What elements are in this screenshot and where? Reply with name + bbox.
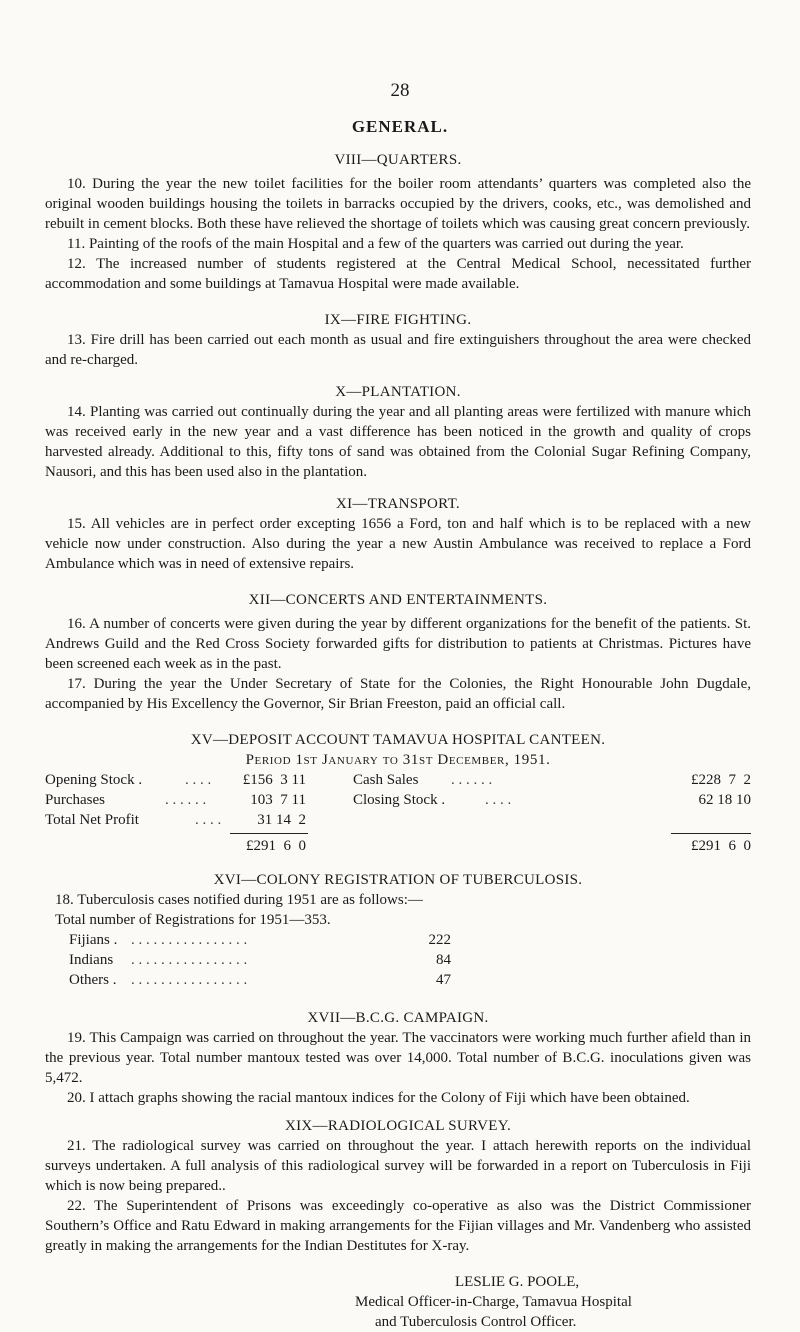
account-right-total: £291 6 0 bbox=[691, 838, 751, 854]
paragraph-19: 19. This Campaign was carried on throughout the year. The vaccinators were working much further afield than in the previous year. Total number mantoux tested was over 14,000. Total number of B.C.G. inoculations given was 5,472. bbox=[45, 1030, 751, 1086]
account-left-amount: 103 7 11 bbox=[250, 792, 306, 808]
paragraph-12: 12. The increased number of students registered at the Central Medical School, necessitated further accommodation and some buildings at Tamavua Hospital were made available. bbox=[45, 256, 751, 292]
section-title-bcg-campaign: XVII—B.C.G. CAMPAIGN. bbox=[307, 1010, 489, 1026]
account-right-amount: 62 18 10 bbox=[698, 792, 751, 808]
section-title-fire-fighting: IX—FIRE FIGHTING. bbox=[324, 312, 472, 328]
paragraph-22: 22. The Superintendent of Prisons was exceedingly co-operative as also was the District Commissioner Southern’s Office and Ratu Edward in making arrangements for the Fijian villages and Mr. Vandenberg who assisted greatly in making the arrangements for the Indian Destitutes for X-ray. bbox=[45, 1198, 751, 1254]
paragraph-16: 16. A number of concerts were given during the year by different organizations for the benefit of the patients. St. Andrews Guild and the Red Cross Society forwarded gifts for distribution to patients at Christmas. Pictures have been screened each week as in the past. bbox=[45, 616, 751, 672]
account-left-total: £291 6 0 bbox=[246, 838, 306, 854]
account-left-dots: . . . . . . bbox=[165, 792, 207, 808]
tb-row-value: 47 bbox=[436, 972, 451, 988]
section-title-concerts: XII—CONCERTS AND ENTERTAINMENTS. bbox=[248, 592, 548, 608]
section-title-radiological-survey: XIX—RADIOLOGICAL SURVEY. bbox=[285, 1118, 511, 1134]
account-left-amount: £156 3 11 bbox=[242, 772, 306, 788]
account-period: Period 1st January to 31st December, 1951. bbox=[245, 752, 551, 768]
left-total-rule bbox=[230, 833, 308, 834]
paragraph-11: 11. Painting of the roofs of the main Hospital and a few of the quarters was carried out during the year. bbox=[67, 236, 684, 252]
paragraph-15: 15. All vehicles are in perfect order excepting 1656 a Ford, ton and half which is to be replaced with a new vehicle now under construction. Also during the year a new Austin Ambulance was received to replace a Ford Ambulance which was in need of extensive repairs. bbox=[45, 516, 751, 572]
paragraph-13: 13. Fire drill has been carried out each month as usual and fire extinguishers throughout the area were checked and re-charged. bbox=[45, 332, 751, 368]
account-left-dots: . . . . bbox=[195, 812, 222, 828]
section-title-plantation: X—PLANTATION. bbox=[335, 384, 461, 400]
account-right-label: Cash Sales bbox=[353, 772, 419, 788]
signature-title-line1: Medical Officer-in-Charge, Tamavua Hospital bbox=[355, 1294, 632, 1310]
page-heading: GENERAL. bbox=[351, 117, 449, 136]
section-title-quarters: VIII—QUARTERS. bbox=[334, 152, 462, 168]
signature-name: LESLIE G. POOLE, bbox=[455, 1274, 580, 1290]
tb-row-label: Others . bbox=[69, 972, 117, 988]
paragraph-21: 21. The radiological survey was carried on throughout the year. I attach herewith reports on the individual surveys undertaken. A full analysis of this radiological survey will be forwarded in a report on Tuberculosis in Fiji which is now being prepared.. bbox=[45, 1138, 751, 1194]
tb-row-label: Indians bbox=[69, 952, 114, 968]
paragraph-18: 18. Tuberculosis cases notified during 1951 are as follows:— bbox=[55, 892, 423, 908]
account-left-dots: . . . . bbox=[185, 772, 212, 788]
account-right-dots: . . . . . . bbox=[451, 772, 493, 788]
canteen-account-table bbox=[45, 770, 751, 854]
document-body bbox=[45, 150, 751, 1332]
paragraph-14: 14. Planting was carried out continually during the year and all planting areas were fertilized with manure which was received early in the new year and a vast difference has been noticed in the growth and quality of crops harvested already. Additional to this, fifty tons of sand was obtained from the Colonial Sugar Refining Company, Nausori, and this has been used also in the plantation. bbox=[45, 404, 751, 480]
tb-row-dots: . . . . . . . . . . . . . . . . bbox=[131, 932, 248, 948]
paragraph-10: 10. During the year the new toilet facilities for the boiler room attendants’ quarters was completed also the original wooden buildings housing the toilets in barracks occupied by the drivers, cooks, etc., was demolished and rebuilt in cement blocks. Both these have relieved the shortage of toilets which was causing great concern previously. bbox=[45, 176, 751, 232]
account-right-dots: . . . . bbox=[485, 792, 512, 808]
right-total-rule bbox=[671, 833, 751, 834]
tb-row-value: 222 bbox=[428, 932, 451, 948]
section-title-tb-registration: XVI—COLONY REGISTRATION OF TUBERCULOSIS. bbox=[213, 872, 583, 888]
signature-title-line2: and Tuberculosis Control Officer. bbox=[375, 1314, 577, 1330]
tb-registration-table bbox=[69, 930, 751, 992]
tb-row-label: Fijians . bbox=[69, 932, 118, 948]
account-right-amount: £228 7 2 bbox=[691, 772, 751, 788]
tb-row-value: 84 bbox=[436, 952, 451, 968]
paragraph-20: 20. I attach graphs showing the racial mantoux indices for the Colony of Fiji which have been obtained. bbox=[67, 1090, 690, 1106]
account-left-label: Opening Stock . bbox=[45, 772, 143, 788]
section-title-canteen: XV—DEPOSIT ACCOUNT TAMAVUA HOSPITAL CANTEEN. bbox=[190, 732, 606, 748]
tb-total-line: Total number of Registrations for 1951—353. bbox=[55, 912, 331, 928]
section-title-transport: XI—TRANSPORT. bbox=[336, 496, 460, 512]
account-left-label: Total Net Profit bbox=[45, 812, 139, 828]
account-right-label: Closing Stock . bbox=[353, 792, 446, 808]
account-left-label: Purchases bbox=[45, 792, 105, 808]
tb-row-dots: . . . . . . . . . . . . . . . . bbox=[131, 972, 248, 988]
tb-row-dots: . . . . . . . . . . . . . . . . bbox=[131, 952, 248, 968]
paragraph-17: 17. During the year the Under Secretary of State for the Colonies, the Right Honourable John Dugdale, accompanied by His Excellency the Governor, Sir Brian Freeston, paid an official call. bbox=[45, 676, 751, 712]
account-left-amount: 31 14 2 bbox=[257, 812, 306, 828]
page-number: 28 bbox=[390, 80, 410, 101]
